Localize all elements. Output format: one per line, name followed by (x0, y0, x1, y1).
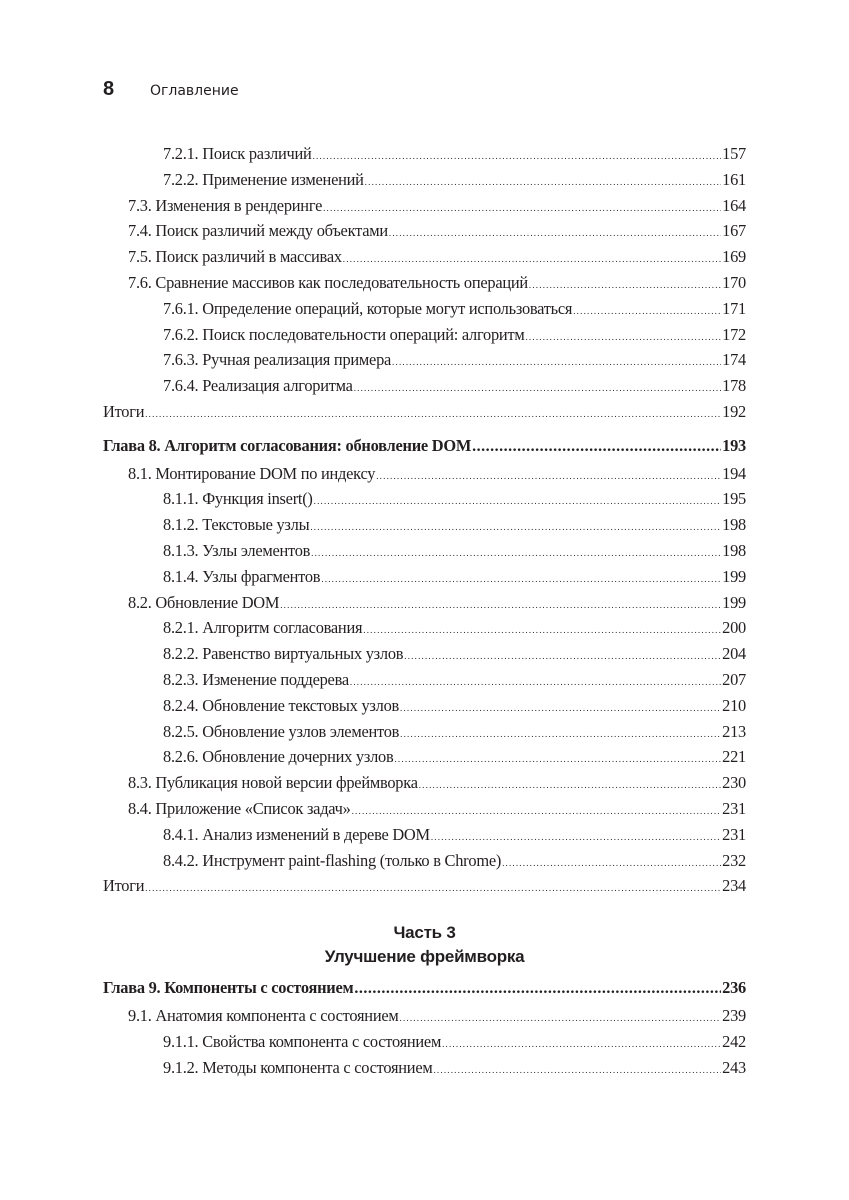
dot-leader (419, 773, 721, 799)
dot-leader (313, 144, 722, 170)
dot-leader (472, 434, 721, 460)
toc-entry[interactable]: 8.3. Публикация новой версии фреймворка ..... 230 (103, 770, 746, 796)
toc-entry[interactable]: 7.3. Изменения в рендеринге ..... 164 (103, 193, 746, 219)
running-title: Оглавление (150, 83, 239, 99)
dot-leader (433, 1058, 721, 1084)
dot-leader (365, 170, 721, 196)
dot-leader (145, 876, 721, 902)
page-header (103, 78, 239, 102)
toc-entry[interactable]: 9.1. Анатомия компонента с состоянием ..... 239 (103, 1003, 746, 1029)
page-ref: 171 (722, 298, 746, 318)
toc-entry[interactable]: 7.6.4. Реализация алгоритма ..... 178 (103, 373, 746, 399)
page-ref: 169 (722, 247, 746, 267)
toc-section-chapter9 (103, 975, 746, 1080)
page-ref: 157 (722, 144, 746, 163)
dot-leader (400, 1006, 722, 1032)
page-ref: 204 (722, 644, 746, 664)
table-of-contents (103, 141, 746, 1080)
page-ref: 230 (722, 773, 746, 793)
toc-entry[interactable]: 8.1.4. Узлы фрагментов ..... 199 (103, 564, 746, 590)
page-ref: 213 (722, 721, 746, 741)
page-ref: 200 (722, 618, 746, 638)
dot-leader (442, 1032, 721, 1058)
part-title: Улучшение фреймворка (324, 947, 525, 967)
toc-entry[interactable]: 8.2.2. Равенство виртуальных узлов ..... 204 (103, 641, 746, 667)
toc-entry[interactable]: 8.2.3. Изменение поддерева ..... 207 (103, 667, 746, 693)
dot-leader (394, 747, 721, 773)
dot-leader (354, 976, 721, 1002)
toc-entry[interactable]: 8.1.1. Функция insert() ..... 195 (103, 486, 746, 512)
dot-leader (314, 489, 722, 515)
dot-leader (145, 402, 721, 428)
toc-chapter-heading[interactable]: Глава 9. Компоненты с состоянием ..... 236 (103, 975, 746, 1001)
toc-entry[interactable]: 7.2.1. Поиск различий ..... 157 (103, 141, 746, 167)
toc-entry[interactable]: 8.2.6. Обновление дочерних узлов ..... 221 (103, 744, 746, 770)
toc-entry[interactable]: 8.1.3. Узлы элементов ..... 198 (103, 538, 746, 564)
page-ref: 174 (722, 350, 746, 370)
toc-entry[interactable]: 8.2.4. Обновление текстовых узлов ..... 210 (103, 693, 746, 719)
dot-leader (389, 221, 721, 247)
dot-leader (400, 696, 721, 722)
page-ref: 236 (722, 978, 746, 998)
toc-entry[interactable]: 9.1.1. Свойства компонента с состоянием ..... 242 (103, 1029, 746, 1055)
dot-leader (321, 567, 721, 593)
page-ref: 234 (722, 876, 746, 896)
page-ref: 172 (722, 324, 746, 344)
toc-entry[interactable]: 8.2. Обновление DOM ..... 199 (103, 590, 746, 616)
toc-entry[interactable]: 8.2.1. Алгоритм согласования ..... 200 (103, 615, 746, 641)
dot-leader (502, 851, 721, 877)
toc-entry[interactable]: 7.6.1. Определение операций, которые могут использоваться ..... 171 (103, 296, 746, 322)
toc-entry[interactable]: 7.5. Поиск различий в массивах ..... 169 (103, 244, 746, 270)
page-ref: 161 (722, 169, 746, 189)
page-ref: 193 (722, 435, 746, 455)
toc-entry[interactable]: 8.4.1. Анализ изменений в дереве DOM ..... 231 (103, 822, 746, 848)
page-ref: 198 (722, 540, 746, 560)
dot-leader (573, 299, 721, 325)
dot-leader (400, 722, 721, 748)
toc-entry-summary[interactable]: Итоги ..... 192 (103, 399, 746, 425)
page-ref: 195 (722, 489, 746, 509)
dot-leader (363, 618, 721, 644)
page-ref: 199 (722, 592, 746, 612)
page-ref: 199 (722, 566, 746, 586)
page-ref: 194 (722, 463, 746, 483)
page-ref: 243 (722, 1057, 746, 1077)
toc-entry[interactable]: 7.6.3. Ручная реализация примера ..... 174 (103, 347, 746, 373)
dot-leader (376, 464, 721, 490)
page-ref: 210 (722, 695, 746, 715)
page-number: 8 (103, 78, 115, 100)
toc-entry[interactable]: 7.2.2. Применение изменений ..... 161 (103, 167, 746, 193)
page-ref: 170 (722, 272, 746, 292)
toc-entry[interactable]: 8.1. Монтирование DOM по индексу ..... 194 (103, 461, 746, 487)
dot-leader (404, 644, 721, 670)
page-ref: 192 (722, 401, 746, 421)
toc-entry[interactable]: 9.1.2. Методы компонента с состоянием ..... 243 (103, 1055, 746, 1081)
part-number: Часть 3 (393, 923, 456, 943)
dot-leader (525, 325, 721, 351)
page-ref: 242 (722, 1031, 746, 1051)
toc-entry[interactable]: 7.4. Поиск различий между объектами ..... 167 (103, 218, 746, 244)
dot-leader (310, 515, 721, 541)
dot-leader (311, 541, 721, 567)
dot-leader (392, 350, 721, 376)
page-ref: 232 (722, 850, 746, 870)
page-ref: 231 (722, 824, 746, 844)
toc-entry-summary[interactable]: Итоги ..... 234 (103, 873, 746, 899)
toc-entry[interactable]: 7.6.2. Поиск последовательности операций: алгоритм ..... 172 (103, 322, 746, 348)
dot-leader (350, 670, 721, 696)
toc-entry[interactable]: 8.4. Приложение «Список задач» ..... 231 (103, 796, 746, 822)
page-ref: 167 (722, 221, 746, 241)
page-ref: 178 (722, 376, 746, 396)
page-ref: 207 (722, 669, 746, 689)
part-heading (103, 921, 746, 969)
page-ref: 231 (722, 798, 746, 818)
toc-entry[interactable]: 8.4.2. Инструмент paint-flashing (только в Chrome) ..... 232 (103, 848, 746, 874)
toc-entry[interactable]: 7.6. Сравнение массивов как последовательность операций ..... 170 (103, 270, 746, 296)
toc-chapter-heading[interactable]: Глава 8. Алгоритм согласования: обновление DOM ..... 193 (103, 433, 746, 459)
page-ref: 198 (722, 515, 746, 535)
page-ref: 239 (722, 1005, 746, 1025)
toc-section-chapter7-continued (103, 141, 746, 425)
dot-leader (354, 376, 721, 402)
toc-entry[interactable]: 8.1.2. Текстовые узлы ..... 198 (103, 512, 746, 538)
page-ref: 164 (722, 195, 746, 215)
toc-entry[interactable]: 8.2.5. Обновление узлов элементов ..... 213 (103, 719, 746, 745)
page-ref: 221 (722, 747, 746, 767)
toc-section-chapter8 (103, 433, 746, 899)
